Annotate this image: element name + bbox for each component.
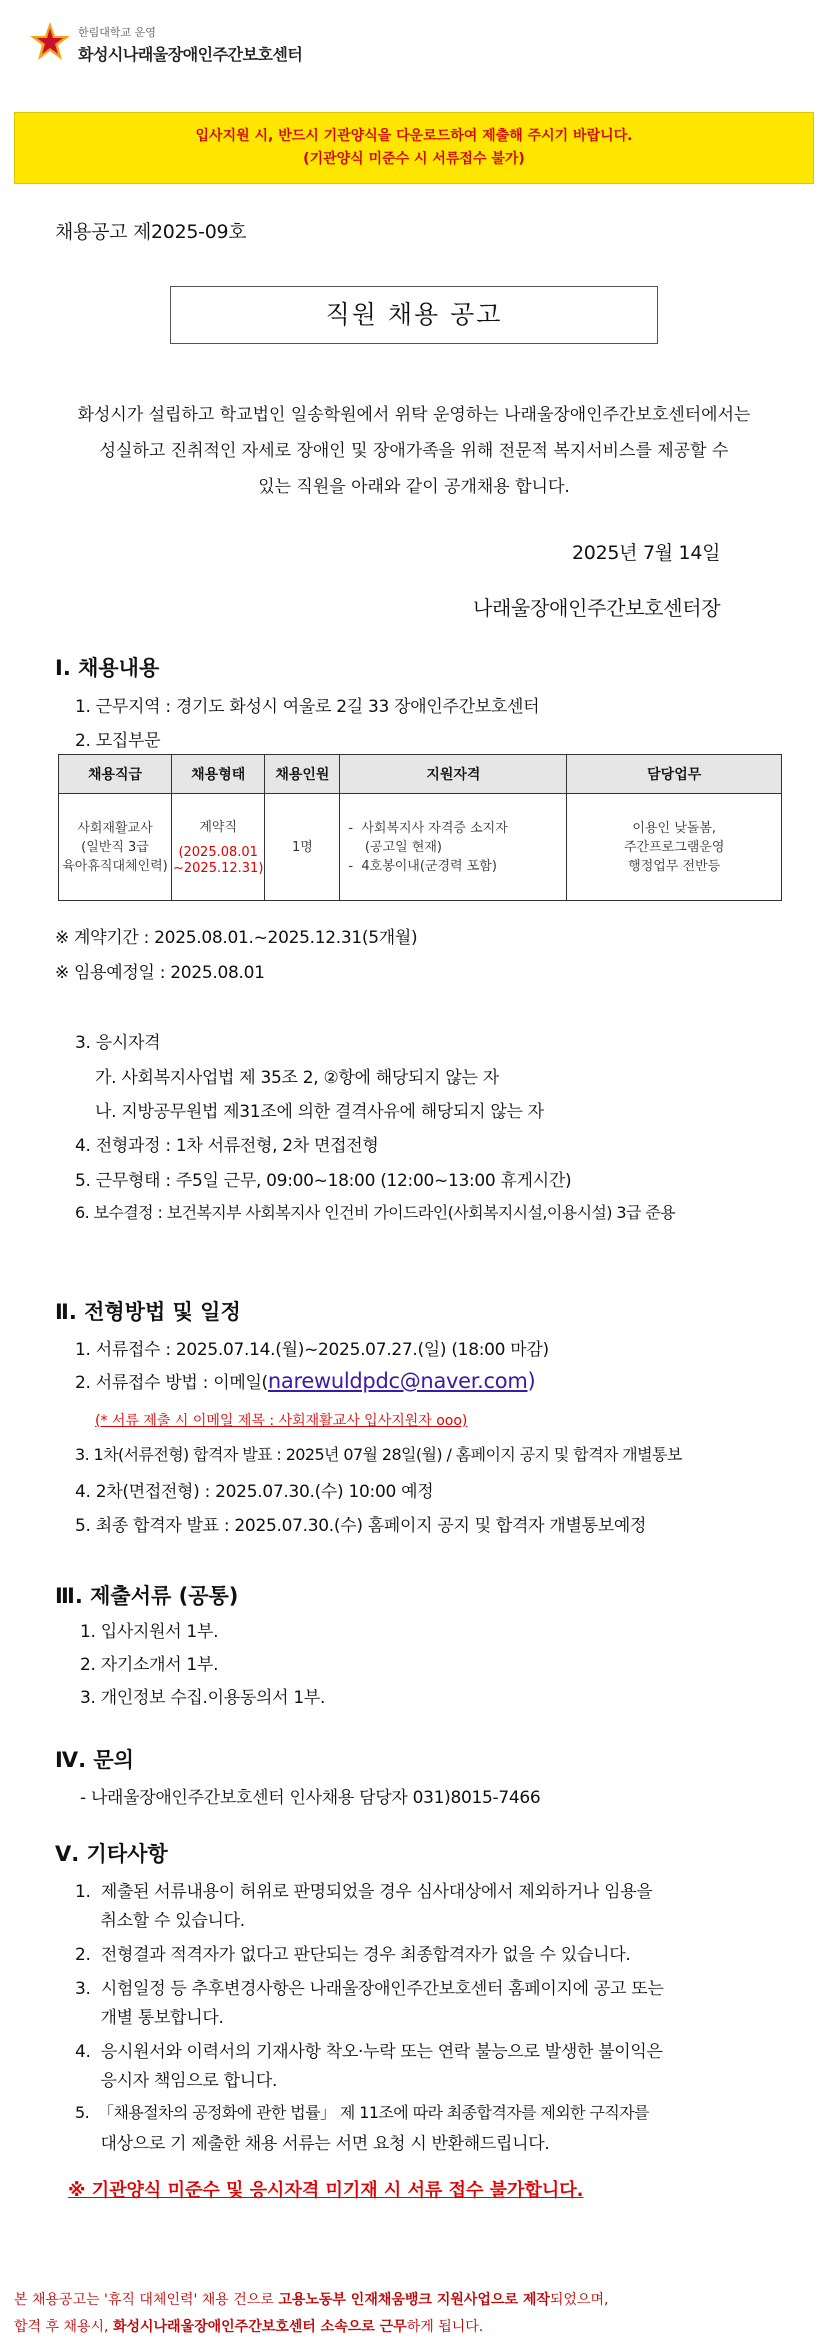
etc-line-9: 대상으로 기 제출한 채용 서류는 서면 요청 시 반환해드립니다. bbox=[75, 2134, 550, 2154]
cell-rank bbox=[59, 794, 172, 901]
footer-l1-c: 되었으며, bbox=[549, 2292, 609, 2308]
appointment-date: ※ 임용예정일 : 2025.08.01 bbox=[55, 963, 265, 983]
col-duties: 담당업무 bbox=[567, 755, 782, 794]
etc-line-4: 3. 시험일정 등 추후변경사항은 나래울장애인주간보호센터 홈페이지에 공고 또는 bbox=[75, 1979, 664, 1999]
notice-line-2: (기관양식 미준수 시 서류접수 불가) bbox=[303, 151, 525, 167]
work-location: 1. 근무지역 : 경기도 화성시 여울로 2길 33 장애인주간보호센터 bbox=[75, 697, 540, 717]
doc-item-2: 2. 자기소개서 1부. bbox=[80, 1655, 219, 1675]
notice-line-1: 입사지원 시, 반드시 기관양식을 다운로드하여 제출해 주시기 바랍니다. bbox=[195, 128, 633, 144]
recruit-division-label: 2. 모집부문 bbox=[75, 731, 161, 751]
type-period-end: ~2025.12.31) bbox=[173, 860, 264, 876]
doc-number: 채용공고 제2025-09호 bbox=[55, 221, 247, 243]
eligibility-label: 3. 응시자격 bbox=[75, 1033, 161, 1053]
application-method-label: 2. 서류접수 방법 : 이메일( bbox=[75, 1373, 268, 1393]
etc-line-6: 4. 응시원서와 이력서의 기재사항 착오·누락 또는 연락 불능으로 발생한 불이익은 bbox=[75, 2042, 663, 2062]
qual-line-3: - 4호봉이내(군경력 포함) bbox=[348, 858, 497, 874]
etc-line-8: 5. 「채용절차의 공정화에 관한 법률」 제 11조에 따라 최종합격자를 제외한 구직자를 bbox=[75, 2103, 649, 2122]
rank-line-1: 사회재활교사 bbox=[77, 820, 153, 836]
intro-line-2: 성실하고 진취적인 자세로 장애인 및 장애가족을 위해 전문적 복지서비스를 제공할 수 bbox=[99, 441, 729, 461]
duty-line-1: 이용인 낮돌봄, bbox=[632, 820, 717, 836]
footer-l1-b: 고용노동부 인재채움뱅크 지원사업으로 제작 bbox=[278, 2292, 550, 2308]
page-title: 직원 채용 공고 bbox=[170, 286, 658, 344]
org-subtitle: 한림대학교 운영 bbox=[78, 26, 156, 39]
email-close-paren: ) bbox=[527, 1369, 536, 1393]
selection-process: 4. 전형과정 : 1차 서류전형, 2차 면접전형 bbox=[75, 1136, 379, 1156]
etc-line-5: 개별 통보합니다. bbox=[75, 2008, 224, 2028]
duty-line-3: 행정업무 전반등 bbox=[628, 858, 721, 874]
intro-line-1: 화성시가 설립하고 학교법인 일송학원에서 위탁 운영하는 나래울장애인주간보호센터에서는 bbox=[77, 405, 751, 425]
cell-count: 1명 bbox=[265, 794, 340, 901]
header-logo[interactable] bbox=[28, 18, 328, 70]
application-method bbox=[75, 1368, 535, 1393]
eligibility-b: 나. 지방공무원법 제31조에 의한 결격사유에 해당되지 않는 자 bbox=[95, 1102, 544, 1122]
footer-line-2 bbox=[14, 2316, 483, 2336]
footer-l2-c: 하게 됩니다. bbox=[406, 2319, 484, 2335]
doc-item-3: 3. 개인정보 수집.이용동의서 1부. bbox=[80, 1688, 326, 1708]
submission-warning: ※ 기관양식 미준수 및 응시자격 미기재 시 서류 접수 불가합니다. bbox=[68, 2180, 584, 2201]
type-label: 계약직 bbox=[199, 819, 238, 835]
cell-duties bbox=[567, 794, 782, 901]
section-5-heading: Ⅴ. 기타사항 bbox=[55, 1842, 168, 1866]
interview-date: 4. 2차(면접전형) : 2025.07.30.(수) 10:00 예정 bbox=[75, 1482, 434, 1502]
qual-line-1: - 사회복지사 자격증 소지자 bbox=[348, 820, 508, 836]
footer-l2-b: 화성시나래울장애인주간보호센터 소속으로 근무 bbox=[112, 2319, 407, 2335]
col-qualification: 지원자격 bbox=[340, 755, 567, 794]
recruit-table bbox=[58, 754, 782, 901]
notice-banner bbox=[14, 112, 814, 184]
salary: 6. 보수결정 : 보건복지부 사회복지사 인건비 가이드라인(사회복지시설,이용시설) 3급 준용 bbox=[75, 1203, 676, 1222]
duty-line-2: 주간프로그램운영 bbox=[623, 839, 725, 855]
col-type: 채용형태 bbox=[172, 755, 265, 794]
footer-line-1 bbox=[14, 2289, 608, 2309]
col-rank: 채용직급 bbox=[59, 755, 172, 794]
etc-line-2: 취소할 수 있습니다. bbox=[75, 1911, 245, 1931]
final-announce: 5. 최종 합격자 발표 : 2025.07.30.(수) 홈페이지 공지 및 합격자 개별통보예정 bbox=[75, 1516, 647, 1536]
logo-mark-icon bbox=[28, 20, 72, 64]
section-4-heading: Ⅳ. 문의 bbox=[55, 1748, 134, 1772]
section-3-heading: Ⅲ. 제출서류 (공통) bbox=[55, 1584, 239, 1608]
work-schedule: 5. 근무형태 : 주5일 근무, 09:00~18:00 (12:00~13:00 휴게시간) bbox=[75, 1171, 572, 1191]
col-count: 채용인원 bbox=[265, 755, 340, 794]
contact-info: - 나래울장애인주간보호센터 인사채용 담당자 031)8015-7466 bbox=[80, 1788, 541, 1808]
footer-l1-a: 본 채용공고는 '휴직 대체인력' 채용 건으로 bbox=[14, 2292, 279, 2308]
etc-line-1: 1. 제출된 서류내용이 허위로 판명되었을 경우 심사대상에서 제외하거나 임용을 bbox=[75, 1882, 653, 1902]
cell-type bbox=[172, 794, 265, 901]
eligibility-a: 가. 사회복지사업법 제 35조 2, ②항에 해당되지 않는 자 bbox=[95, 1068, 499, 1088]
rank-line-2: (일반직 3급 bbox=[81, 839, 149, 855]
application-period: 1. 서류접수 : 2025.07.14.(월)~2025.07.27.(일) (18:00 마감) bbox=[75, 1340, 549, 1360]
qual-line-2: (공고일 현재) bbox=[348, 839, 443, 855]
email-link[interactable]: narewuldpdc@naver.com bbox=[267, 1369, 528, 1393]
etc-line-3: 2. 전형결과 적격자가 없다고 판단되는 경우 최종합격자가 없을 수 있습니다. bbox=[75, 1945, 631, 1965]
cell-qualification bbox=[340, 794, 567, 901]
org-name: 화성시나래울장애인주간보호센터 bbox=[78, 45, 303, 64]
email-subject-note: (* 서류 제출 시 이메일 제목 : 사회재활교사 입사지원자 ooo) bbox=[95, 1413, 468, 1429]
section-2-heading: Ⅱ. 전형방법 및 일정 bbox=[55, 1300, 241, 1324]
contract-period: ※ 계약기간 : 2025.08.01.~2025.12.31(5개월) bbox=[55, 928, 418, 948]
etc-line-7: 응시자 책임으로 합니다. bbox=[75, 2071, 278, 2091]
issuer: 나래울장애인주간보호센터장 bbox=[473, 596, 721, 620]
footer-l2-a: 합격 후 채용시, bbox=[14, 2319, 113, 2335]
table-row bbox=[59, 794, 782, 901]
table-header-row bbox=[59, 755, 782, 794]
section-1-heading: Ⅰ. 채용내용 bbox=[55, 656, 160, 680]
first-pass-announce: 3. 1차(서류전형) 합격자 발표 : 2025년 07월 28일(월) / 홈페이지 공지 및 합격자 개별통보 bbox=[75, 1445, 682, 1464]
doc-item-1: 1. 입사지원서 1부. bbox=[80, 1622, 219, 1642]
type-period-start: (2025.08.01 bbox=[178, 844, 258, 860]
rank-line-3: 육아휴직대체인력) bbox=[62, 858, 168, 874]
notice-date: 2025년 7월 14일 bbox=[572, 542, 721, 564]
intro-line-3: 있는 직원을 아래와 같이 공개채용 합니다. bbox=[258, 477, 570, 497]
